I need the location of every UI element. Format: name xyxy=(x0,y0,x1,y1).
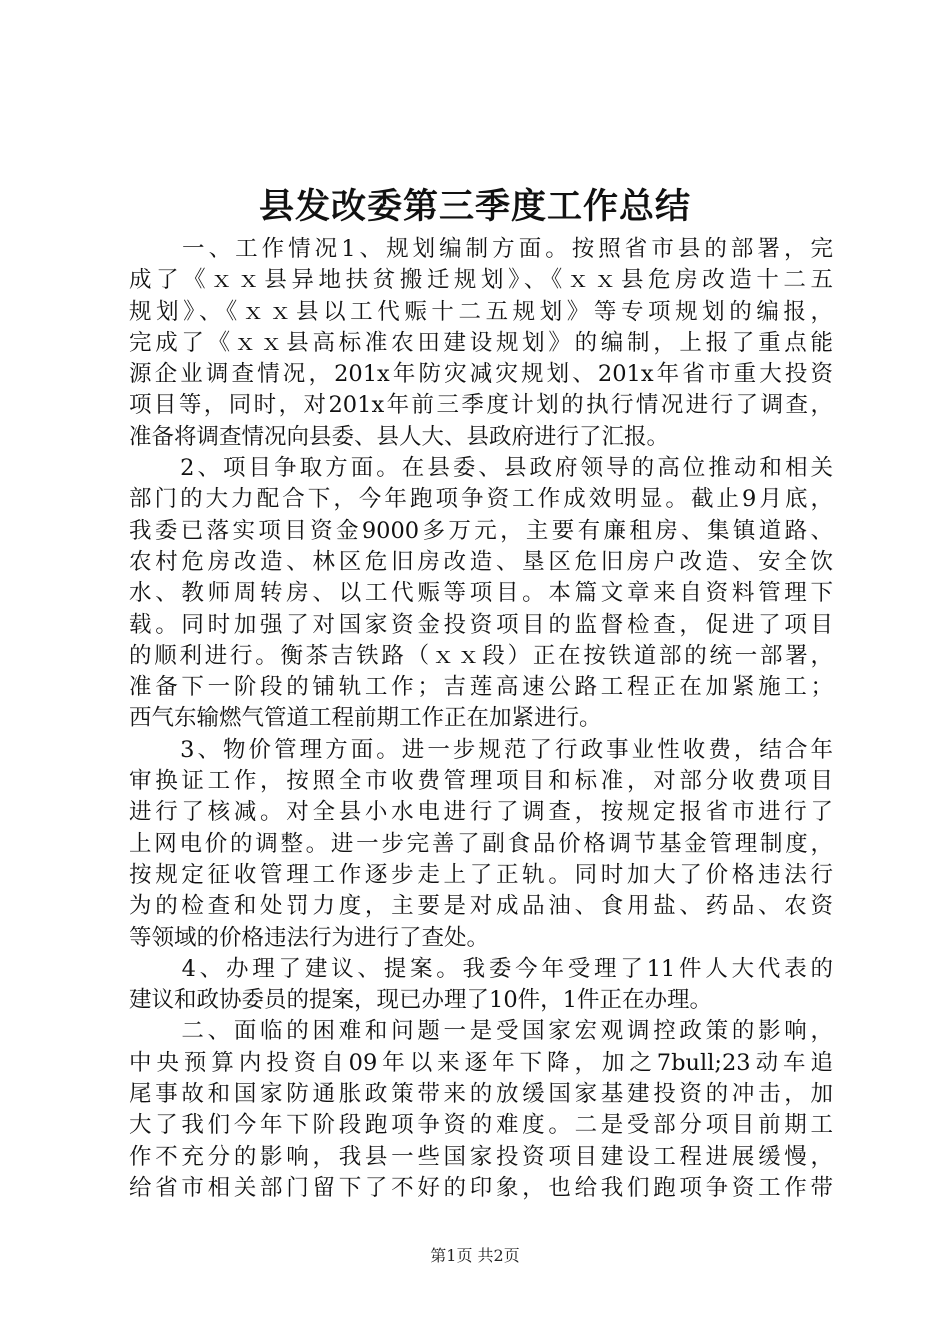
text-line: 建议和政协委员的提案，现已办理了10件，1件正在办理。 xyxy=(129,987,712,1014)
text-line: 水、教师周转房、以工代赈等项目。本篇文章来自资料管理下 xyxy=(129,580,833,607)
text-line: 准备将调查情况向县委、县人大、县政府进行了汇报。 xyxy=(129,423,670,450)
text-line: 给省市相关部门留下了不好的印象，也给我们跑项争资工作带 xyxy=(129,1174,833,1201)
document-body xyxy=(129,234,833,1204)
document-title: 县发改委第三季度工作总结 xyxy=(258,186,691,227)
text-line: 载。同时加强了对国家资金投资项目的监督检查，促进了项目 xyxy=(129,611,833,638)
text-line: 按规定征收管理工作逐步走上了正轨。同时加大了价格违法行 xyxy=(129,861,833,888)
text-line: 二、面临的困难和问题一是受国家宏观调控政策的影响， xyxy=(129,1018,833,1045)
text-line: 进行了核减。对全县小水电进行了调查，按规定报省市进行了 xyxy=(129,799,833,826)
text-line: 尾事故和国家防通胀政策带来的放缓国家基建投资的冲击，加 xyxy=(129,1081,833,1108)
text-line: 农村危房改造、林区危旧房改造、垦区危旧房户改造、安全饮 xyxy=(129,548,833,575)
text-line: 中央预算内投资自09年以来逐年下降，加之7bull;23动车追 xyxy=(129,1049,833,1076)
text-line: 大了我们今年下阶段跑项争资的难度。二是受部分项目前期工 xyxy=(129,1112,833,1139)
text-line: 的顺利进行。衡茶吉铁路（ｘｘ段）正在按铁道部的统一部署， xyxy=(129,642,833,669)
text-line: 4、办理了建议、提案。我委今年受理了11件人大代表的 xyxy=(129,955,833,982)
text-line: 完成了《ｘｘ县高标准农田建设规划》的编制，上报了重点能 xyxy=(129,329,833,356)
text-line: 审换证工作，按照全市收费管理项目和标准，对部分收费项目 xyxy=(129,768,833,795)
text-line: 2、项目争取方面。在县委、县政府领导的高位推动和相关 xyxy=(129,455,833,482)
text-line: 我委已落实项目资金9000多万元，主要有廉租房、集镇道路、 xyxy=(129,517,833,544)
text-line: 西气东输燃气管道工程前期工作正在加紧进行。 xyxy=(129,705,602,732)
text-line: 源企业调查情况，201x年防灾减灾规划、201x年省市重大投资 xyxy=(129,361,833,388)
text-line: 规划》、《ｘｘ县以工代赈十二五规划》等专项规划的编报， xyxy=(129,298,833,325)
text-line: 项目等，同时，对201x年前三季度计划的执行情况进行了调查， xyxy=(129,392,833,419)
page-footer: 第1页 共2页 xyxy=(430,1246,520,1265)
text-line: 上网电价的调整。进一步完善了副食品价格调节基金管理制度， xyxy=(129,830,833,857)
text-line: 为的检查和处罚力度，主要是对成品油、食用盐、药品、农资 xyxy=(129,893,833,920)
text-line: 部门的大力配合下，今年跑项争资工作成效明显。截止9月底， xyxy=(129,486,833,513)
text-line: 作不充分的影响，我县一些国家投资项目建设工程进展缓慢， xyxy=(129,1143,833,1170)
text-line: 等领域的价格违法行为进行了查处。 xyxy=(129,924,490,951)
text-line: 3、物价管理方面。进一步规范了行政事业性收费，结合年 xyxy=(129,736,833,763)
text-line: 一、工作情况1、规划编制方面。按照省市县的部署，完 xyxy=(129,236,833,262)
text-line: 准备下一阶段的铺轨工作；吉莲高速公路工程正在加紧施工； xyxy=(129,674,833,701)
text-line: 成了《ｘｘ县异地扶贫搬迁规划》、《ｘｘ县危房改造十二五 xyxy=(129,267,833,294)
